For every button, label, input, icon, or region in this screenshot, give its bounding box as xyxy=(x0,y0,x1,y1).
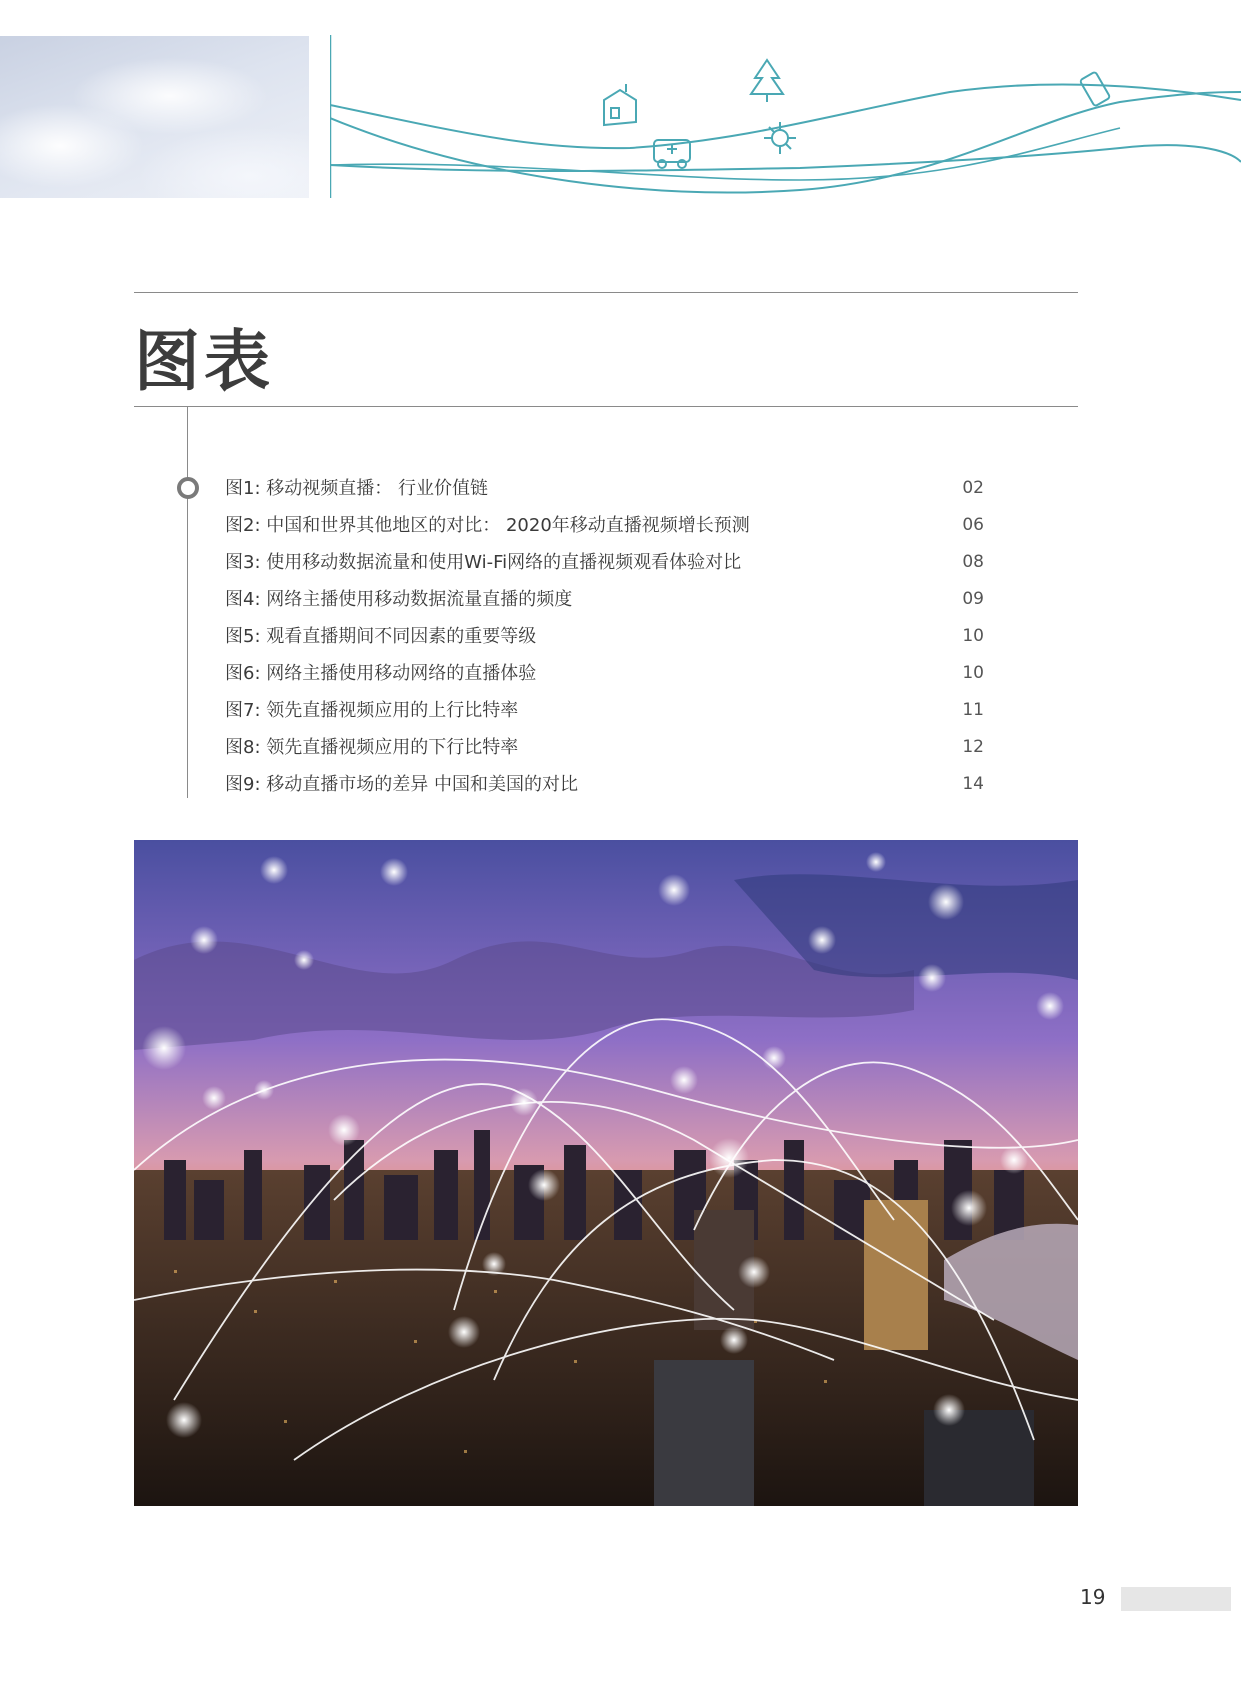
toc-entry-title: 图6: 网络主播使用移动网络的直播体验 xyxy=(225,663,537,684)
toc-entry-title: 图5: 观看直播期间不同因素的重要等级 xyxy=(225,626,537,647)
toc-entry-title: 图9: 移动直播市场的差异 中国和美国的对比 xyxy=(225,774,578,795)
toc-vertical-line xyxy=(187,406,188,798)
toc-entry[interactable] xyxy=(225,766,1025,803)
title-top-rule xyxy=(134,292,1078,293)
toc-entry[interactable] xyxy=(225,618,1025,655)
title-bottom-rule xyxy=(134,406,1078,407)
toc-entry-page: 11 xyxy=(962,700,984,720)
page-title: 图表 xyxy=(134,323,274,400)
toc-bullet-icon xyxy=(177,477,199,499)
toc-entry-page: 10 xyxy=(962,626,984,646)
toc-entry-page: 09 xyxy=(962,589,984,609)
ambulance-icon xyxy=(654,140,690,168)
toc-entry-title: 图7: 领先直播视频应用的上行比特率 xyxy=(225,700,519,721)
page-number: 19 xyxy=(1080,1585,1106,1609)
toc-entry-title: 图4: 网络主播使用移动数据流量直播的频度 xyxy=(225,589,573,610)
toc-entry[interactable] xyxy=(225,729,1025,766)
house-icon xyxy=(604,84,636,125)
city-network-photo xyxy=(134,840,1078,1506)
toc-entry-page: 10 xyxy=(962,663,984,683)
toc-entry-title: 图2: 中国和世界其他地区的对比： 2020年移动直播视频增长预测 xyxy=(225,515,750,536)
figure-list xyxy=(225,470,1025,803)
tree-icon xyxy=(751,60,783,102)
virus-icon xyxy=(764,122,796,154)
toc-entry[interactable] xyxy=(225,470,1025,507)
phone-icon xyxy=(1080,72,1111,107)
toc-entry-page: 12 xyxy=(962,737,984,757)
page-tab-bar xyxy=(1121,1587,1231,1611)
toc-entry[interactable] xyxy=(225,655,1025,692)
toc-entry[interactable] xyxy=(225,692,1025,729)
header-cloud-image xyxy=(0,36,309,198)
toc-entry-title: 图1: 移动视频直播： 行业价值链 xyxy=(225,478,488,499)
toc-entry[interactable] xyxy=(225,581,1025,618)
toc-entry-page: 02 xyxy=(962,478,984,498)
toc-entry-title: 图8: 领先直播视频应用的下行比特率 xyxy=(225,737,519,758)
toc-entry-page: 08 xyxy=(962,552,984,572)
toc-entry-page: 06 xyxy=(962,515,984,535)
toc-entry[interactable] xyxy=(225,507,1025,544)
toc-entry[interactable] xyxy=(225,544,1025,581)
toc-entry-page: 14 xyxy=(962,774,984,794)
toc-entry-title: 图3: 使用移动数据流量和使用Wi-Fi网络的直播视频观看体验对比 xyxy=(225,552,742,573)
header-line-art xyxy=(330,30,1241,205)
